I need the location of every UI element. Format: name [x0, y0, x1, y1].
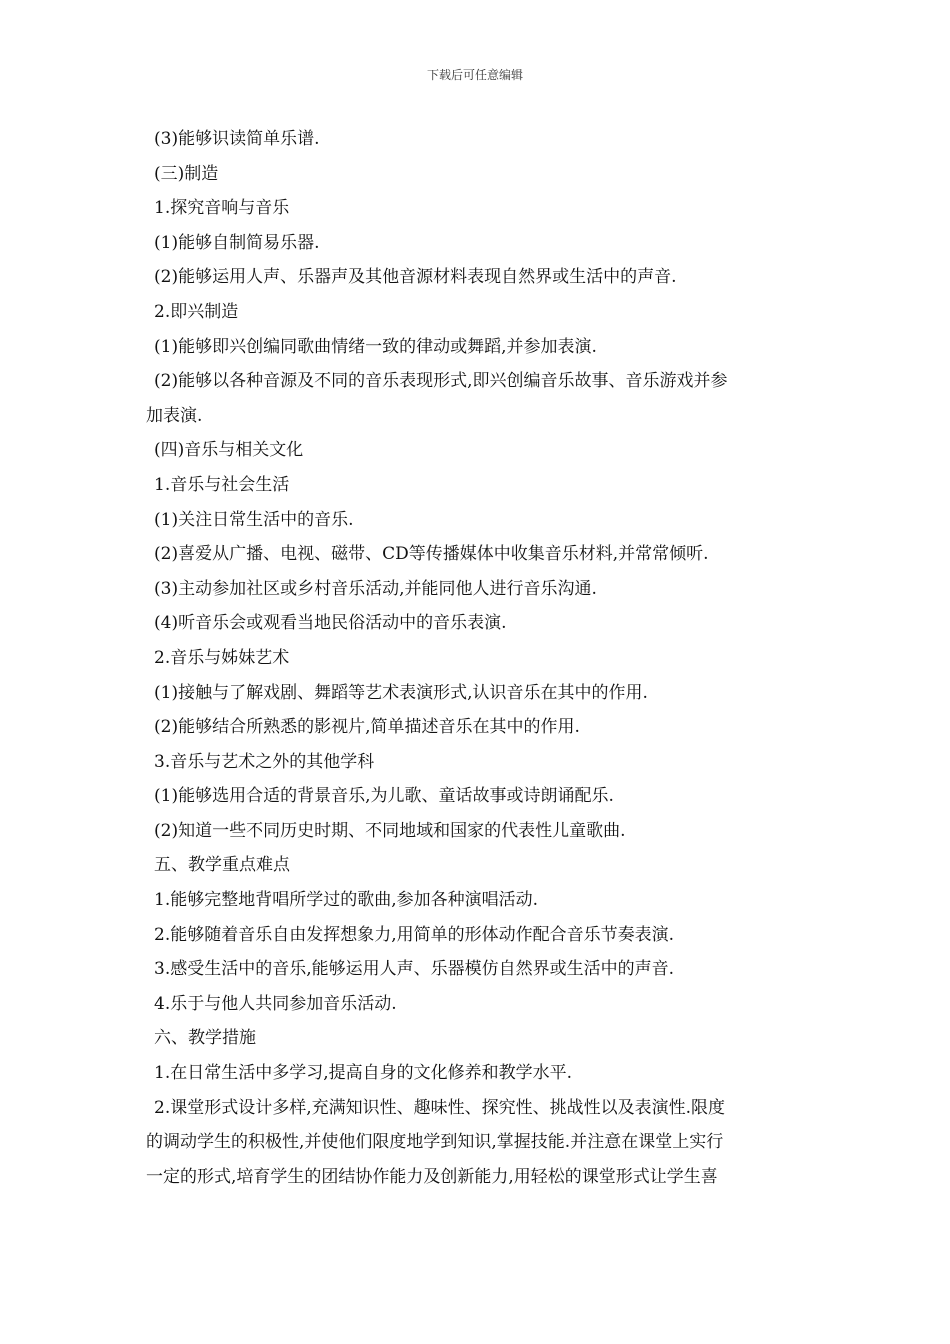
text-line: 2.即兴制造	[154, 301, 239, 322]
text-line: 六、教学措施	[154, 1028, 256, 1049]
text-line: 加表演.	[146, 405, 203, 426]
text-line: (2)知道一些不同历史时期、不同地域和国家的代表性儿童歌曲.	[154, 820, 626, 841]
text-line: 一定的形式,培育学生的团结协作能力及创新能力,用轻松的课堂形式让学生喜	[146, 1166, 718, 1187]
text-line: 1.探究音响与音乐	[154, 198, 290, 219]
text-line: 五、教学重点难点	[154, 855, 290, 876]
text-line: (四)音乐与相关文化	[154, 440, 304, 461]
text-line: (2)能够结合所熟悉的影视片,简单描述音乐在其中的作用.	[154, 717, 580, 738]
text-line: (1)接触与了解戏剧、舞蹈等艺术表演形式,认识音乐在其中的作用.	[154, 682, 648, 703]
text-line: (1)能够选用合适的背景音乐,为儿歌、童话故事或诗朗诵配乐.	[154, 786, 614, 807]
text-line: (1)能够即兴创编同歌曲情绪一致的律动或舞蹈,并参加表演.	[154, 336, 597, 357]
text-line: (4)听音乐会或观看当地民俗活动中的音乐表演.	[154, 613, 507, 634]
document-body	[146, 122, 812, 1194]
text-line: (三)制造	[154, 163, 219, 184]
text-line: 2.课堂形式设计多样,充满知识性、趣味性、探究性、挑战性以及表演性.限度	[154, 1097, 726, 1118]
text-line: (3)能够识读简单乐谱.	[154, 129, 320, 149]
text-line: 3.音乐与艺术之外的其他学科	[154, 751, 375, 772]
page-header: 下载后可任意编辑	[426, 68, 523, 82]
text-line: (2)能够以各种音源及不同的音乐表现形式,即兴创编音乐故事、音乐游戏并参	[154, 371, 728, 392]
text-line: 1.音乐与社会生活	[154, 474, 290, 495]
text-line: (3)主动参加社区或乡村音乐活动,并能同他人进行音乐沟通.	[154, 578, 597, 599]
text-line: 1.能够完整地背唱所学过的歌曲,参加各种演唱活动.	[154, 890, 539, 911]
text-line: 3.感受生活中的音乐,能够运用人声、乐器模仿自然界或生活中的声音.	[154, 959, 675, 980]
text-line: 4.乐于与他人共同参加音乐活动.	[154, 993, 397, 1014]
text-line: 1.在日常生活中多学习,提高自身的文化修养和教学水平.	[154, 1063, 573, 1084]
text-line: 2.能够随着音乐自由发挥想象力,用简单的形体动作配合音乐节奏表演.	[154, 924, 675, 945]
text-line: (1)关注日常生活中的音乐.	[154, 509, 354, 530]
text-line: 的调动学生的积极性,并使他们限度地学到知识,掌握技能.并注意在课堂上实行	[146, 1132, 724, 1153]
text-line: (2)喜爱从广播、电视、磁带、CD等传播媒体中收集音乐材料,并常常倾听.	[154, 544, 709, 565]
text-line: (2)能够运用人声、乐器声及其他音源材料表现自然界或生活中的声音.	[154, 267, 677, 288]
text-line: (1)能够自制简易乐器.	[154, 232, 320, 253]
text-line: 2.音乐与姊妹艺术	[154, 647, 290, 668]
